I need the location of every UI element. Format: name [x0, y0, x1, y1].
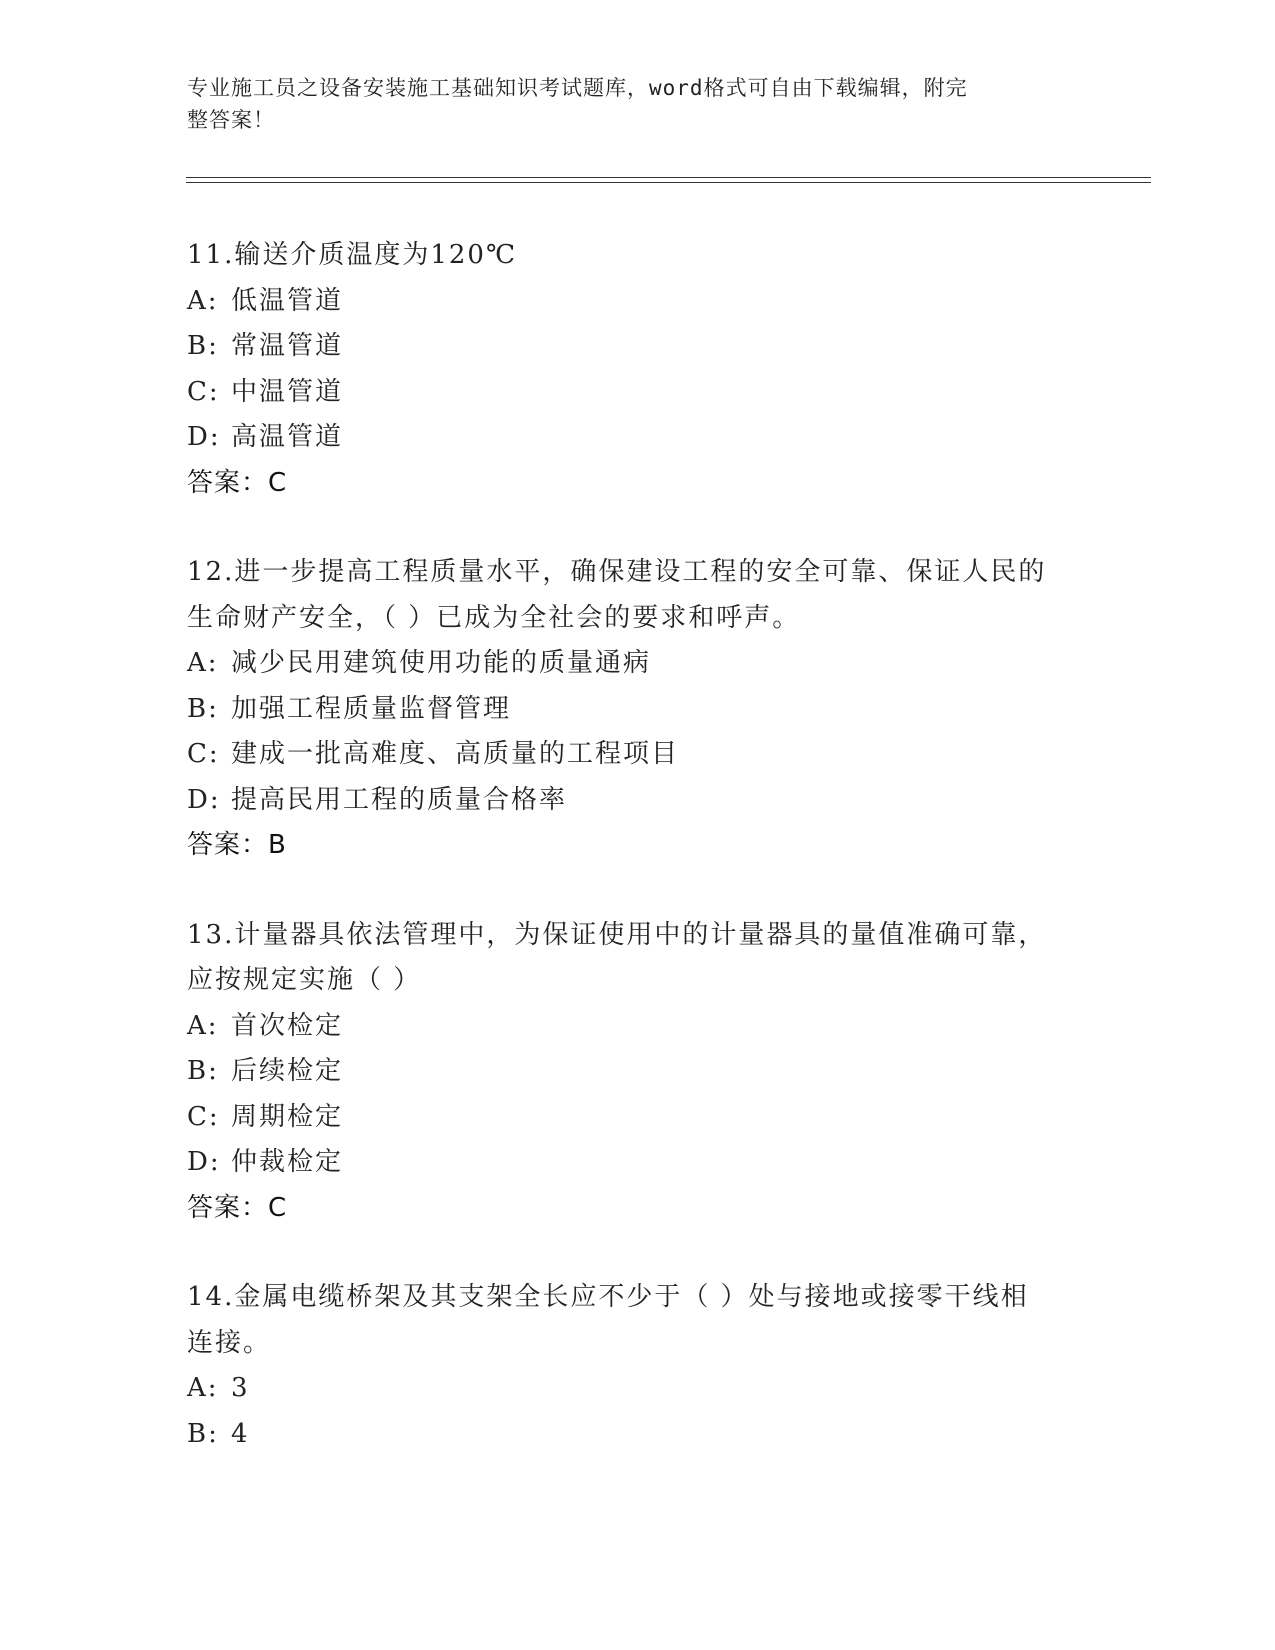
option-label: B: [187, 1056, 219, 1086]
option-text: 周期检定 [231, 1101, 344, 1132]
question-spacer [187, 869, 1087, 913]
option-label: D: [187, 422, 221, 452]
question-13 [187, 913, 1087, 1232]
option-a [187, 279, 1087, 325]
option-label: C: [187, 739, 220, 769]
option-c [187, 732, 1087, 778]
option-text: 加强工程质量监督管理 [231, 693, 512, 724]
option-c [187, 1095, 1087, 1141]
option-text: 提高民用工程的质量合格率 [231, 784, 568, 815]
question-11 [187, 233, 1087, 506]
option-text: 3 [231, 1373, 250, 1403]
option-label: B: [187, 331, 219, 361]
option-label: B: [187, 1418, 219, 1449]
option-text: 常温管道 [231, 331, 344, 361]
option-text: 首次检定 [231, 1010, 344, 1041]
question-14 [187, 1275, 1087, 1457]
header-line-1: 专业施工员之设备安装施工基础知识考试题库，word格式可自由下载编辑，附完 [187, 76, 968, 100]
question-text: 应按规定实施（ ） [187, 965, 422, 995]
question-12 [187, 550, 1087, 869]
option-text: 后续检定 [231, 1056, 344, 1086]
question-text: 11.输送介质温度为120℃ [187, 240, 518, 270]
option-text: 建成一批高难度、高质量的工程项目 [231, 739, 680, 769]
option-a [187, 1004, 1087, 1050]
header-divider-top [186, 177, 1151, 178]
option-label: A: [187, 285, 219, 316]
question-text: 生命财产安全，（ ）已成为全社会的要求和呼声。 [187, 602, 801, 633]
option-text: 减少民用建筑使用功能的质量通病 [231, 648, 652, 678]
header-line-2: 整答案！ [187, 108, 275, 132]
option-a [187, 1366, 1087, 1412]
option-label: C: [187, 376, 220, 407]
option-a [187, 641, 1087, 687]
option-label: C: [187, 1101, 220, 1132]
option-b [187, 687, 1087, 733]
option-label: B: [187, 693, 219, 724]
question-text: 连接。 [187, 1327, 272, 1358]
option-b [187, 1049, 1087, 1095]
option-label: A: [187, 1373, 219, 1403]
question-spacer [187, 1231, 1087, 1275]
question-text: 12.进一步提高工程质量水平，确保建设工程的安全可靠、保证人民的 [187, 557, 1047, 587]
option-b [187, 324, 1087, 370]
option-b [187, 1412, 1087, 1458]
option-c [187, 370, 1087, 416]
answer: 答案：C [187, 467, 288, 498]
question-spacer [187, 506, 1087, 550]
question-list [187, 233, 1087, 1457]
question-text: 13.计量器具依法管理中，为保证使用中的计量器具的量值准确可靠， [187, 919, 1047, 950]
option-label: D: [187, 1147, 221, 1177]
option-text: 低温管道 [231, 285, 344, 316]
document-header [187, 72, 1067, 136]
option-text: 仲裁检定 [231, 1147, 344, 1177]
option-label: A: [187, 1010, 219, 1041]
option-d [187, 415, 1087, 461]
option-label: D: [187, 784, 221, 815]
answer: 答案：B [187, 830, 287, 860]
option-label: A: [187, 648, 219, 678]
option-text: 4 [231, 1418, 250, 1449]
answer: 答案：C [187, 1192, 288, 1223]
question-text: 14.金属电缆桥架及其支架全长应不少于（ ）处与接地或接零干线相 [187, 1282, 1029, 1312]
option-text: 高温管道 [231, 422, 344, 452]
header-divider-bottom [186, 182, 1151, 183]
option-d [187, 778, 1087, 824]
option-text: 中温管道 [231, 376, 344, 407]
option-d [187, 1140, 1087, 1186]
